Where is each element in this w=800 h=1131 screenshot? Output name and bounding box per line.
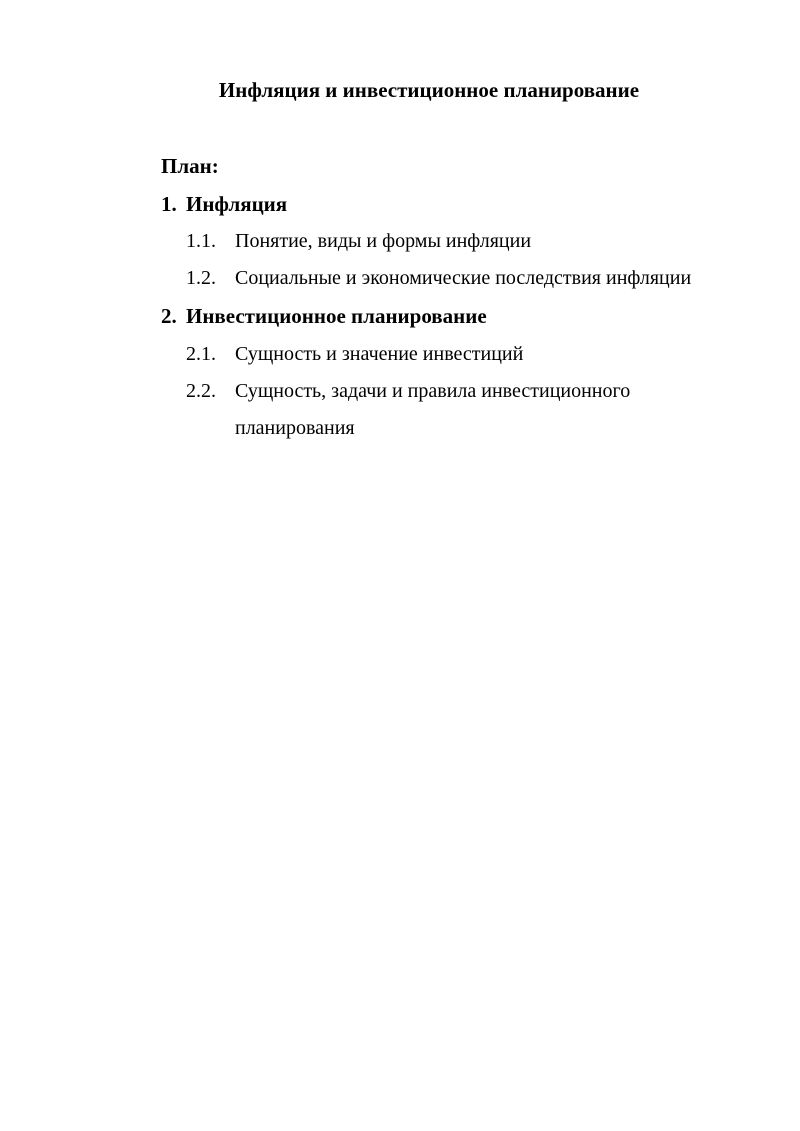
item-text: Социальные и экономические последствия инфляции xyxy=(235,267,692,289)
section-title: Инвестиционное планирование xyxy=(186,304,487,328)
item-number: 1.1. xyxy=(186,230,216,252)
list-item-2-2 xyxy=(186,377,726,447)
section-heading-2 xyxy=(161,302,487,330)
plan-heading: План: xyxy=(161,154,219,178)
item-text: Сущность, задачи и правила инвестиционного планирования xyxy=(235,380,631,439)
list-item-2-1 xyxy=(186,340,523,368)
item-text: Сущность и значение инвестиций xyxy=(235,343,524,365)
item-number: 2.2. xyxy=(186,380,216,402)
item-number: 1.2. xyxy=(186,267,216,289)
section-heading-1 xyxy=(161,190,287,218)
list-item-1-1 xyxy=(186,227,531,255)
item-text: Понятие, виды и формы инфляции xyxy=(235,230,532,252)
section-title: Инфляция xyxy=(186,192,288,216)
item-number: 2.1. xyxy=(186,343,216,365)
document-title: Инфляция и инвестиционное планирование xyxy=(218,78,640,102)
list-item-1-2 xyxy=(186,264,691,292)
section-number: 2. xyxy=(161,304,177,328)
section-number: 1. xyxy=(161,192,177,216)
